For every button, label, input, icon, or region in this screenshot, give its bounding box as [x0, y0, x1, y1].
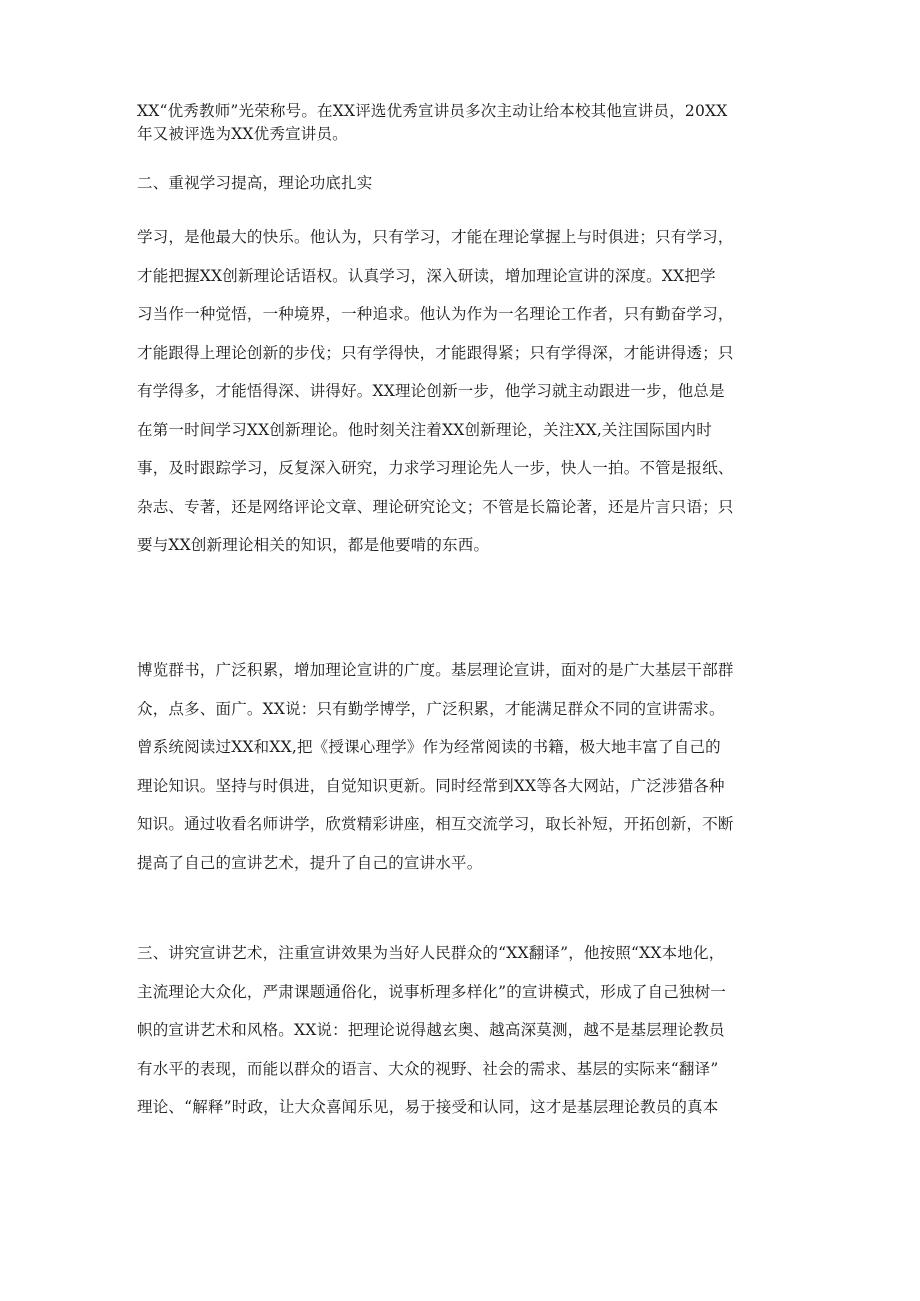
- text-line: 在第一时间学习XX创新理论。他时刻关注着XX创新理论，关注XX,关注国际国内时: [137, 420, 712, 439]
- text-line: 事，及时跟踪学习，反复深入研究，力求学习理论先人一步，快人一拍。不管是报纸、: [137, 459, 734, 477]
- paragraph-reading: [137, 651, 787, 882]
- text-line: XX“优秀教师”光荣称号。在XX评选优秀宣讲员多次主动让给本校其他宣讲员，20XX: [137, 102, 728, 120]
- text-line: 有水平的表现，而能以群众的语言、大众的视野、社会的需求、基层的实际来“翻译”: [137, 1059, 719, 1078]
- section-heading-two: [137, 172, 787, 195]
- text-line: 帜的宣讲艺术和风格。XX说：把理论说得越玄奥、越高深莫测，越不是基层理论教员: [137, 1021, 725, 1039]
- text-line: 理论知识。坚持与时俱进，自觉知识更新。同时经常到XX等各大网站，广泛涉猎各种: [137, 776, 725, 795]
- text-line: 习当作一种觉悟，一种境界，一种追求。他认为作为一名理论工作者，只有勤奋学习，: [137, 305, 734, 323]
- text-line: 博览群书，广泛积累，增加理论宣讲的广度。基层理论宣讲，面对的是广大基层干部群: [137, 661, 734, 679]
- heading-text: 二、重视学习提高，理论功底扎实: [137, 174, 373, 192]
- text-line: 知识。通过收看名师讲学，欣赏精彩讲座，相互交流学习，取长补短，开拓创新，不断: [137, 815, 734, 833]
- text-line: 杂志、专著，还是网络评论文章、理论研究论文；不管是长篇论著，还是片言只语；只: [137, 497, 734, 516]
- text-line: 年又被评选为XX优秀宣讲员。: [137, 125, 348, 143]
- text-line: 提高了自己的宣讲艺术，提升了自己的宣讲水平。: [137, 853, 483, 872]
- text-line: 有学得多，才能悟得深、讲得好。XX理论创新一步，他学习就主动跟进一步，他总是: [137, 382, 725, 400]
- text-line: 才能把握XX创新理论话语权。认真学习，深入研读，增加理论宣讲的深度。XX把学: [137, 266, 716, 285]
- text-line: 理论、“解释”时政，让大众喜闻乐见，易于接受和认同，这才是基层理论教员的真本: [137, 1098, 719, 1116]
- text-line: 三、讲究宣讲艺术，注重宣讲效果为当好人民群众的“XX翻译”，他按照“XX本地化，: [137, 944, 725, 962]
- paragraph-intro-continued: [137, 100, 787, 146]
- text-line: 才能跟得上理论创新的步伐；只有学得快，才能跟得紧；只有学得深，才能讲得透；只: [137, 343, 734, 362]
- text-line: 曾系统阅读过XX和XX,把《授课心理学》作为经常阅读的书籍，极大地丰富了自己的: [137, 738, 721, 756]
- text-line: 要与XX创新理论相关的知识，都是他要啃的东西。: [137, 536, 490, 554]
- text-line: 主流理论大众化，严肃课题通俗化，说事析理多样化”的宣讲模式，形成了自己独树一: [137, 982, 727, 1001]
- text-line: 学习，是他最大的快乐。他认为，只有学习，才能在理论掌握上与时俱进；只有学习，: [137, 228, 734, 246]
- section-three-paragraph: [137, 934, 787, 1127]
- text-line: 众，点多、面广。XX说：只有勤学博学，广泛积累，才能满足群众不同的宣讲需求。: [137, 699, 725, 718]
- paragraph-learning: [137, 218, 787, 565]
